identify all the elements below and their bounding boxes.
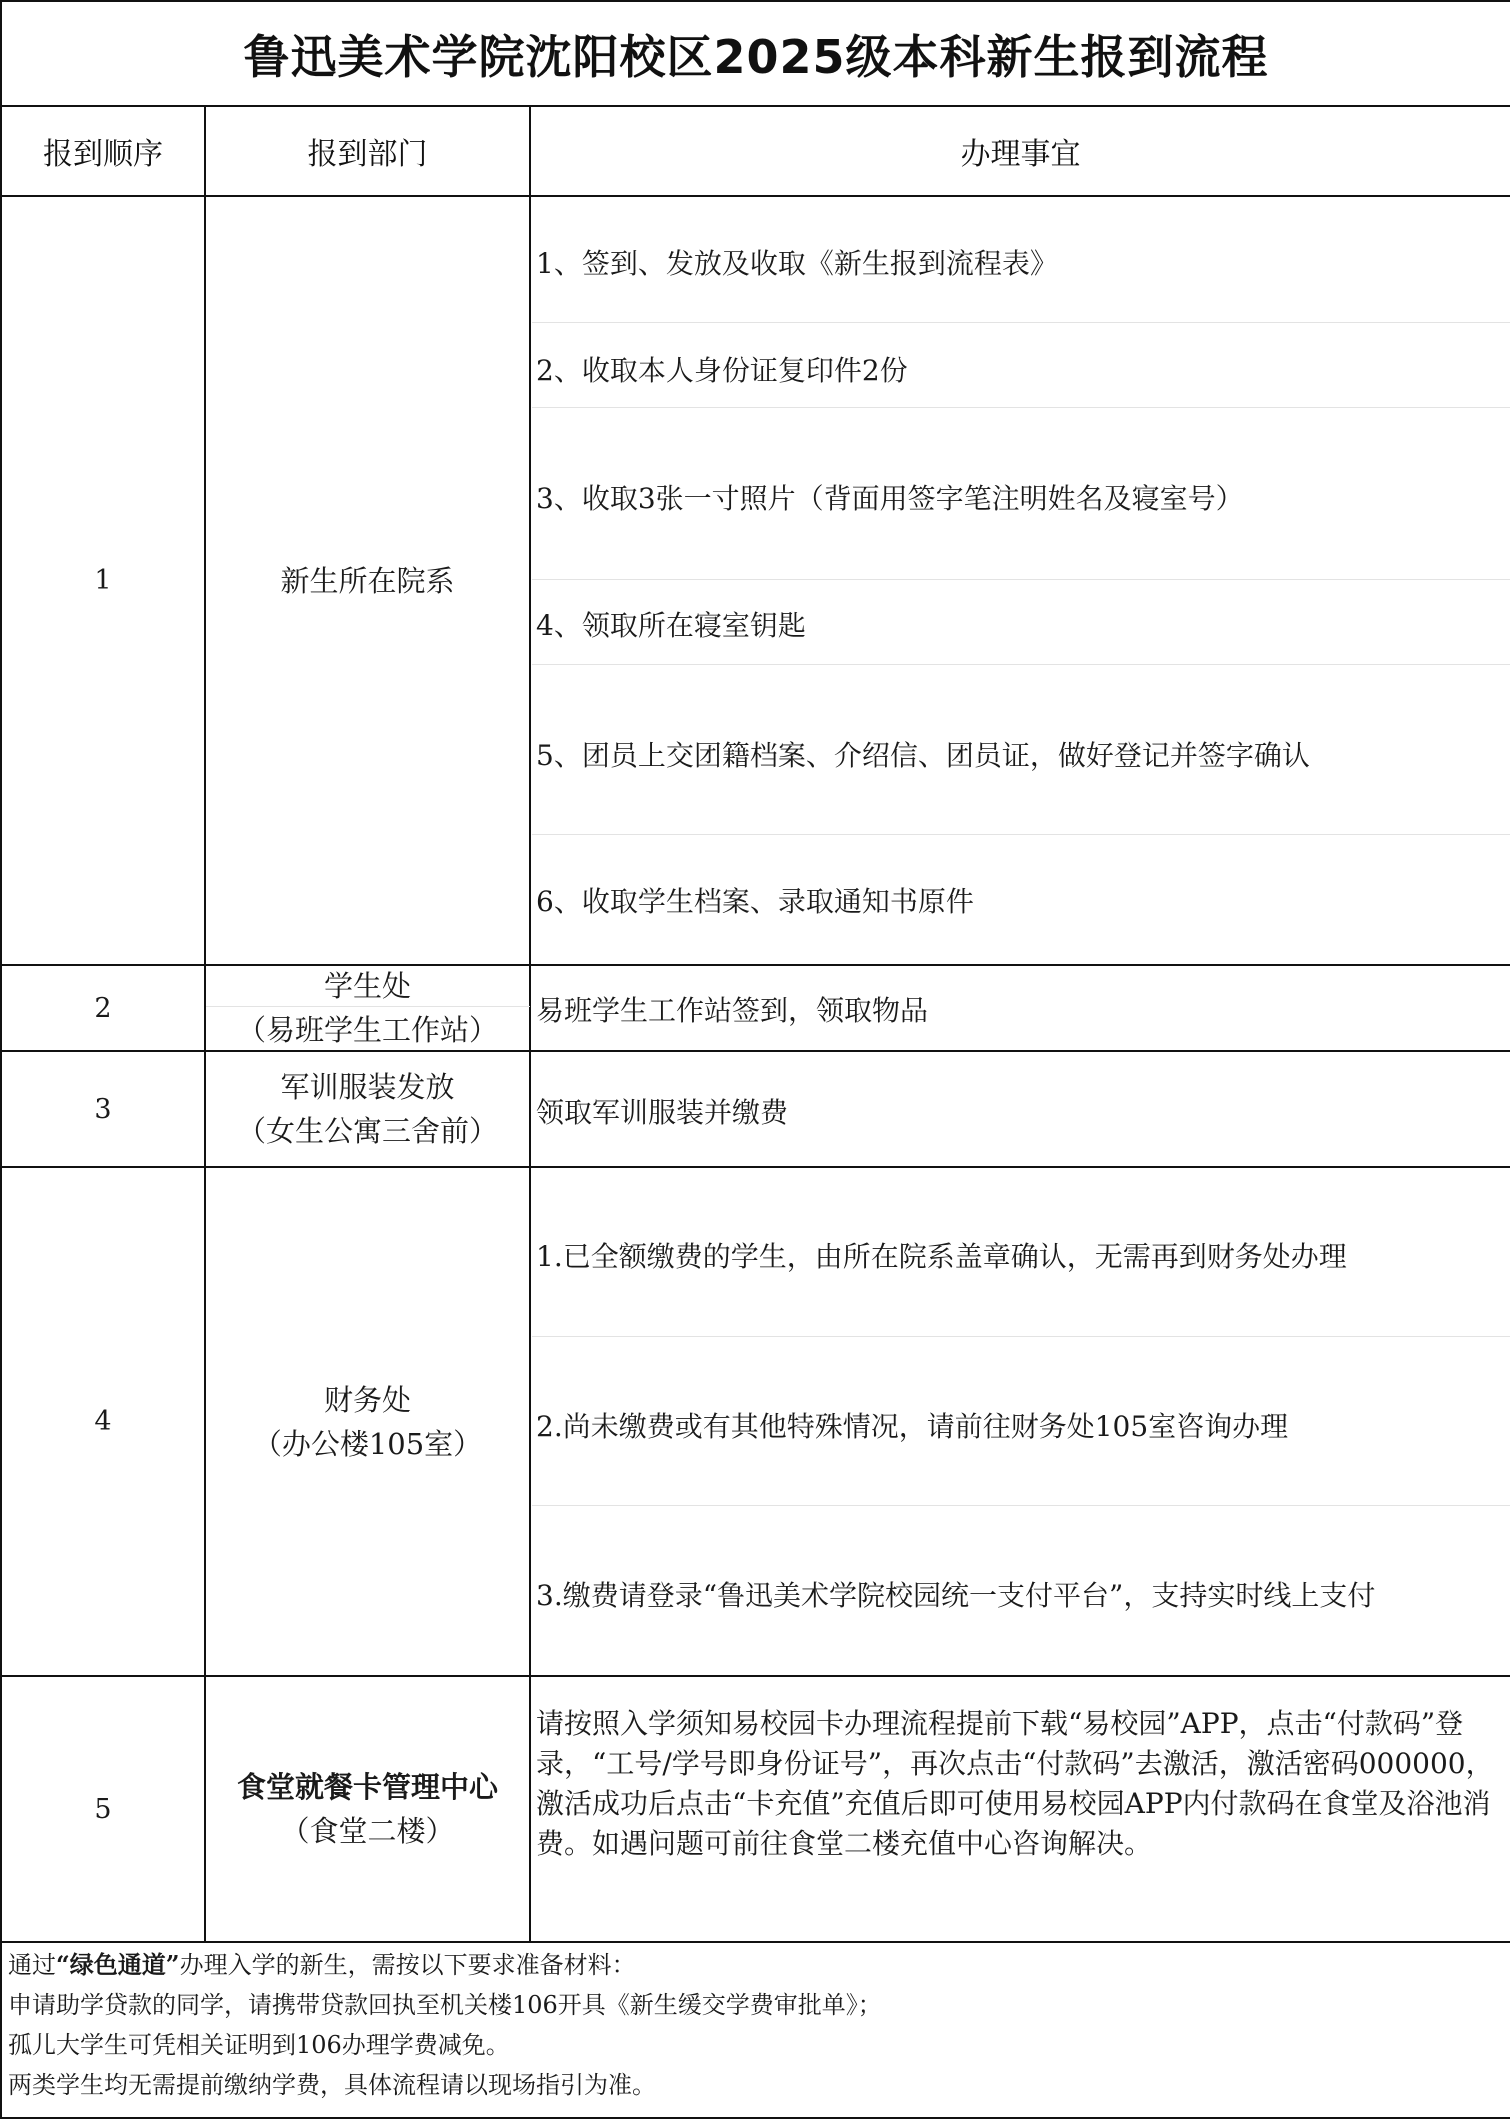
subrow-divider <box>532 664 1510 665</box>
page-title: 鲁迅美术学院沈阳校区2025级本科新生报到流程 <box>243 29 1269 84</box>
row-1-item-1: 1、签到、发放及收取《新生报到流程表》 <box>536 247 1058 280</box>
row-2-dept <box>206 966 529 1050</box>
row-1-dept <box>206 197 529 964</box>
note-line-1 <box>8 1950 636 1980</box>
row-1-item-4: 4、领取所在寝室钥匙 <box>536 609 806 642</box>
subrow-divider <box>532 322 1510 323</box>
row-5-dept-line-2: （食堂二楼） <box>280 1814 455 1848</box>
row-4-item-1: 1.已全额缴费的学生，由所在院系盖章确认，无需再到财务处办理 <box>536 1240 1347 1273</box>
header-order: 报到顺序 <box>43 137 163 172</box>
row-2-order: 2 <box>94 992 112 1024</box>
row-1-item-5: 5、团员上交团籍档案、介绍信、团员证，做好登记并签字确认 <box>536 739 1310 772</box>
row-2-dept-line-2: （易班学生工作站） <box>236 1013 498 1047</box>
row-5-dept <box>206 1677 529 1941</box>
subrow-divider <box>532 1505 1510 1506</box>
note-line-1-pre: 通过 <box>8 1951 56 1979</box>
row-4-dept-line-1: 财务处 <box>323 1382 411 1417</box>
row-4-dept <box>206 1168 529 1675</box>
row-1-item-2: 2、收取本人身份证复印件2份 <box>536 354 908 387</box>
row-3-dept-line-1: 军训服装发放 <box>280 1070 455 1104</box>
note-green-channel: “绿色通道” <box>56 1950 180 1979</box>
row-5-order: 5 <box>94 1793 112 1825</box>
row-4-item-2: 2.尚未缴费或有其他特殊情况，请前往财务处105室咨询办理 <box>536 1410 1289 1443</box>
subrow-divider <box>532 834 1510 835</box>
row-4-item-3: 3.缴费请登录“鲁迅美术学院校园统一支付平台”，支持实时线上支付 <box>536 1579 1376 1612</box>
row-1-item-3: 3、收取3张一寸照片（背面用签字笔注明姓名及寝室号） <box>536 482 1244 515</box>
row-2-dept-line-1: 学生处 <box>323 969 411 1003</box>
row-4-order: 4 <box>94 1406 112 1437</box>
row-5-dept-line-1: 食堂就餐卡管理中心 <box>236 1770 498 1804</box>
row-1-order: 1 <box>94 565 112 596</box>
subrow-divider <box>532 579 1510 580</box>
note-line-3: 孤儿大学生可凭相关证明到106办理学费减免。 <box>8 2031 510 2059</box>
row-2-item-1: 易班学生工作站签到，领取物品 <box>536 994 929 1027</box>
row-5-paragraph: 请按照入学须知易校园卡办理流程提前下载“易校园”APP，点击“付款码”登录，“工号/学号即身份证号”，再次点击“付款码”去激活，激活密码000000，激活成功后点击“卡充值”充值后即可使用易校园APP内付款码在食堂及浴池消费。如遇问题可前往食堂二楼充值中心咨询解决。 <box>536 1707 1494 1860</box>
subrow-divider <box>532 1336 1510 1337</box>
column-divider <box>529 105 531 1941</box>
row-4-dept-line-2: （办公楼105室） <box>252 1426 483 1461</box>
header-dept: 报到部门 <box>307 137 428 172</box>
divider <box>2 1941 1510 1943</box>
row-3-item-1: 领取军训服装并缴费 <box>536 1096 789 1129</box>
header-items: 办理事宜 <box>960 137 1081 172</box>
note-line-2: 申请助学贷款的同学，请携带贷款回执至机关楼106开具《新生缓交学费审批单》； <box>8 1991 882 2019</box>
row-1-item-6: 6、收取学生档案、录取通知书原件 <box>536 885 974 918</box>
note-line-4: 两类学生均无需提前缴纳学费，具体流程请以现场指引为准。 <box>8 2071 656 2099</box>
row-3-dept <box>206 1052 529 1166</box>
note-line-1-post: 办理入学的新生，需按以下要求准备材料： <box>179 1951 636 1979</box>
row-3-order: 3 <box>94 1093 112 1125</box>
row-3-dept-line-2: （女生公寓三舍前） <box>236 1114 498 1148</box>
row-1-dept-line-1: 新生所在院系 <box>280 563 455 598</box>
